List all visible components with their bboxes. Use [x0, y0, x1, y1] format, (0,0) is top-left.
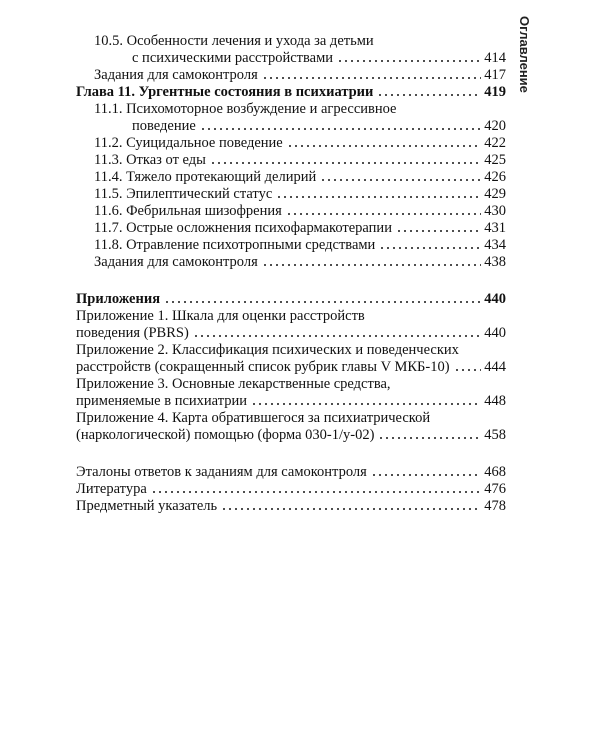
- dot-leader: [262, 255, 481, 267]
- dot-leader: [221, 499, 481, 511]
- toc-appendix-3: [76, 392, 506, 410]
- dot-leader: [151, 482, 481, 494]
- toc-entry-text: Приложение 1. Шкала для оценки расстройств: [76, 308, 365, 324]
- toc-entry-text: поведения (PBRS): [76, 325, 189, 341]
- toc-entry-text: расстройств (сокращенный список рубрик главы V МКБ-10): [76, 359, 450, 375]
- toc-answer-keys: [76, 463, 506, 481]
- toc-appendices-heading: [76, 290, 506, 308]
- dot-leader: [164, 292, 481, 304]
- toc-page-number: 419: [484, 84, 506, 100]
- toc-entry-text: 11.4. Тяжело протекающий делирий: [94, 169, 317, 185]
- toc-page-number: 448: [484, 393, 506, 409]
- toc-entry-text: 11.7. Острые осложнения психофармакотерапии: [94, 220, 392, 236]
- toc-entry-text: применяемые в психиатрии: [76, 393, 248, 409]
- toc-page-number: 422: [484, 135, 506, 151]
- toc-entry-11-1-line1: [94, 100, 484, 118]
- dot-leader: [396, 221, 481, 233]
- toc-entry-self-check-10: [94, 66, 506, 84]
- dot-leader: [210, 153, 481, 165]
- toc-entry-text: Приложение 3. Основные лекарственные средства,: [76, 376, 391, 392]
- toc-entry-text: Приложения: [76, 291, 161, 307]
- toc-appendix-3-line1: [76, 375, 506, 393]
- dot-leader: [276, 187, 481, 199]
- toc-page-number: 430: [484, 203, 506, 219]
- toc-page-number: 444: [484, 359, 506, 375]
- dot-leader: [193, 326, 481, 338]
- toc-appendix-4: [76, 426, 506, 444]
- toc-page-number: 468: [484, 464, 506, 480]
- toc-appendix-2: [76, 358, 506, 376]
- toc-entry-11-5: [94, 185, 506, 203]
- toc-appendix-1-line1: [76, 307, 506, 325]
- toc-entry-text: 11.3. Отказ от еды: [94, 152, 206, 168]
- dot-leader: [371, 465, 481, 477]
- toc-page-number: 414: [484, 50, 506, 66]
- toc-entry-11-4: [94, 168, 506, 186]
- toc-entry-self-check-11: [94, 253, 506, 271]
- toc-page-number: 429: [484, 186, 506, 202]
- toc-entry-text: Литература: [76, 481, 147, 497]
- dot-leader: [262, 68, 481, 80]
- toc-page-number: 458: [484, 427, 506, 443]
- toc-page-number: 438: [484, 254, 506, 270]
- toc-entry-text: Задания для самоконтроля: [94, 254, 258, 270]
- toc-appendix-2-line1: [76, 341, 506, 359]
- toc-entry-11-3: [94, 151, 506, 169]
- toc-entry-11-7: [94, 219, 506, 237]
- dot-leader: [377, 85, 481, 97]
- toc-entry-text: поведение: [132, 118, 196, 134]
- dot-leader: [337, 51, 481, 63]
- toc-entry-text: 11.2. Суицидальное поведение: [94, 135, 283, 151]
- toc-page-number: 420: [484, 118, 506, 134]
- toc-page-number: 440: [484, 325, 506, 341]
- section-side-tab: [514, 16, 534, 136]
- toc-entry-11-1: [132, 117, 506, 135]
- toc-entry-11-2: [94, 134, 506, 152]
- dot-leader: [251, 394, 481, 406]
- toc-literature: [76, 480, 506, 498]
- toc-appendix-4-line1: [76, 409, 506, 427]
- toc-page-number: 478: [484, 498, 506, 514]
- toc-entry-text: (наркологической) помощью (форма 030-1/у-02): [76, 427, 375, 443]
- toc-entry-text: Предметный указатель: [76, 498, 218, 514]
- toc-entry-text: 11.6. Фебрильная шизофрения: [94, 203, 282, 219]
- toc-entry-text: Глава 11. Ургентные состояния в психиатрии: [76, 84, 374, 100]
- toc-entry-text: Приложение 2. Классификация психических и поведенческих: [76, 342, 459, 358]
- toc-entry-text: Задания для самоконтроля: [94, 67, 258, 83]
- dot-leader: [286, 204, 481, 216]
- toc-entry-10-5: [132, 49, 506, 67]
- toc-page-number: 434: [484, 237, 506, 253]
- dot-leader: [320, 170, 481, 182]
- toc-appendix-1: [76, 324, 506, 342]
- toc-entry-text: Эталоны ответов к заданиям для самоконтроля: [76, 464, 367, 480]
- toc-page-number: 431: [484, 220, 506, 236]
- dot-leader: [200, 119, 481, 131]
- toc-entry-10-5-line1: [94, 32, 484, 50]
- toc-entry-text: Приложение 4. Карта обратившегося за психиатрической: [76, 410, 431, 426]
- toc-entry-text: 11.5. Эпилептический статус: [94, 186, 273, 202]
- toc-page-number: 425: [484, 152, 506, 168]
- toc-entry-text: с психическими расстройствами: [132, 50, 334, 66]
- dot-leader: [379, 238, 481, 250]
- toc-entry-text: 11.8. Отравление психотропными средствами: [94, 237, 376, 253]
- dot-leader: [454, 360, 482, 372]
- toc-entry-11-8: [94, 236, 506, 254]
- dot-leader: [287, 136, 482, 148]
- toc-entry-11-6: [94, 202, 506, 220]
- side-tab-label: Оглавление: [517, 16, 532, 93]
- toc-page-number: 476: [484, 481, 506, 497]
- toc-chapter-11: [76, 83, 506, 101]
- toc-subject-index: [76, 497, 506, 515]
- toc-entry-text: 11.1. Психомоторное возбуждение и агрессивное: [94, 101, 397, 117]
- toc-entry-text: 10.5. Особенности лечения и ухода за детьми: [94, 33, 374, 49]
- toc-page-number: 417: [484, 67, 506, 83]
- toc-page-number: 440: [484, 291, 506, 307]
- dot-leader: [378, 428, 481, 440]
- toc-page-number: 426: [484, 169, 506, 185]
